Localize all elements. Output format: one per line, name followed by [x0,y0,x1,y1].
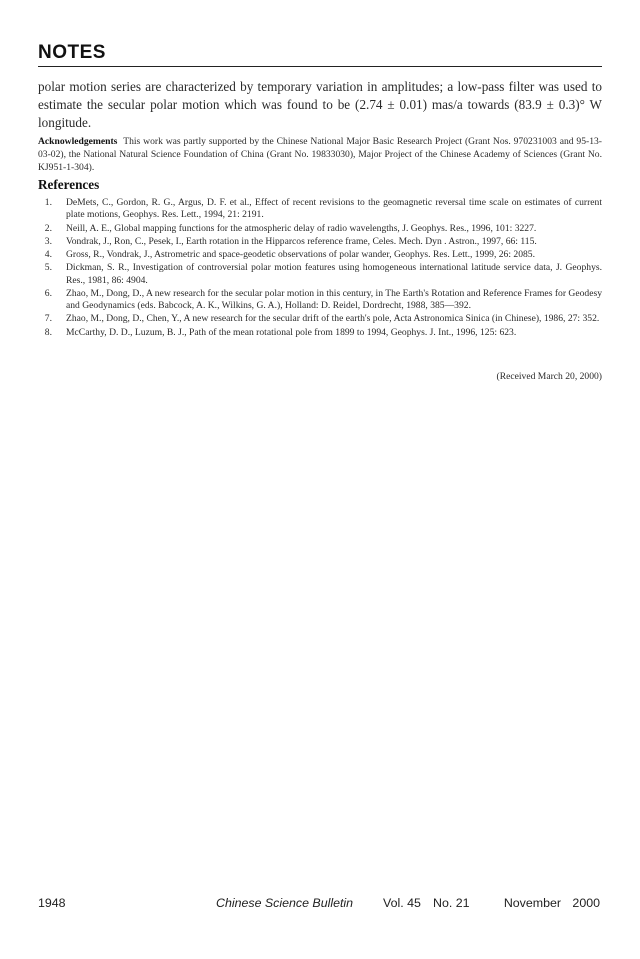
volume: Vol. 45 [383,896,421,910]
issue-date: November 2000 [503,896,600,910]
received-date: (Received March 20, 2000) [496,371,602,382]
acknowledgements [38,135,602,174]
reference-item [38,288,602,313]
issue: No. 21 [433,896,470,910]
reference-item [38,223,602,235]
reference-number: 1. [44,197,52,208]
reference-item [38,249,602,261]
reference-item [38,262,602,287]
reference-number: 8. [44,326,52,338]
reference-text: McCarthy, D. D., Luzum, B. J., Path of the mean rotational pole from 1899 to 1994, Geophys. J. Int., 1996, 125: 623. [66,326,517,338]
reference-text: Zhao, M., Dong, D., A new research for the secular polar motion in this century, in The Earth's Rotation and Reference Frames for Geodesy and Geodynamics (eds. Babcock, A. K., Wilkins, G. A.), Holland: D. Reidel, Dordrecht, 1988, 385—392. [66,287,602,312]
page-header [38,42,602,67]
reference-number: 5. [44,262,52,274]
references-heading: References [38,177,100,192]
reference-number: 7. [44,313,52,325]
reference-list [38,197,602,340]
reference-text: Vondrak, J., Ron, C., Pesek, I., Earth rotation in the Hipparcos reference frame, Celes. Mech. Dyn . Astron., 1997, 66: 115. [66,235,537,247]
reference-number: 3. [44,235,52,247]
body-paragraph: polar motion series are characterized by temporary variation in amplitudes; a low-pass filter was used to estimate the secular polar motion which was found to be (2.74 ± 0.01) mas/a towards (83.9 ± 0.3)° W longitude. [38,79,602,130]
header-rule [38,66,602,67]
journal-title: Chinese Science Bulletin [216,896,354,910]
reference-number: 6. [44,287,52,299]
reference-text: Dickman, S. R., Investigation of controversial polar motion features using homogeneous international latitude service data, J. Geophys. Res., 1981, 86: 4904. [66,262,602,286]
acknowledgements-text: This work was partly supported by the Chinese National Major Basic Research Project (Grant Nos. 970231003 and 95-13-03-02), the National Natural Science Foundation of China (Grant No. 19833030), Major Project of the Chinese Academy of Sciences (Grant No. KJ951-1-304). [38,136,603,173]
reference-number: 4. [44,249,52,261]
section-label: NOTES [38,42,106,63]
reference-number: 2. [44,222,52,234]
reference-item [38,313,602,325]
journal-page [38,0,602,959]
reference-text: Neill, A. E., Global mapping functions for the atmospheric delay of radio wavelengths, J. Geophys. Res., 1996, 101: 3227. [66,222,537,234]
reference-text: Gross, R., Vondrak, J., Astrometric and space-geodetic observations of polar wander, Geophys. Res. Lett., 1999, 26: 2085. [66,249,536,261]
reference-item [38,197,602,222]
acknowledgements-heading: Acknowledgements [38,136,118,147]
reference-item [38,236,602,248]
reference-item [38,327,602,339]
reference-text: Zhao, M., Dong, D., Chen, Y., A new research for the secular drift of the earth's pole, Acta Astronomica Sinica (in Chinese), 1986, 27: 352. [66,313,600,325]
page-number: 1948 [38,896,66,910]
reference-text: DeMets, C., Gordon, R. G., Argus, D. F. et al., Effect of recent revisions to the geomagnetic reversal time scale on estimates of current plate motions, Geophys. Res. Lett., 1994, 21: 2191. [66,197,602,221]
